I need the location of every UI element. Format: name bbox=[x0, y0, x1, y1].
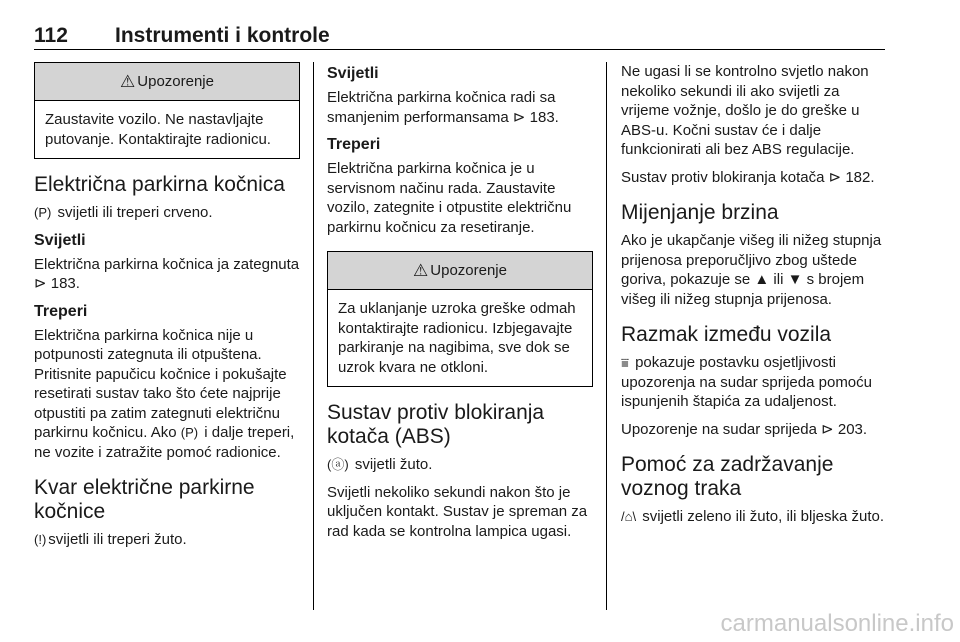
parking-brake-icon: (P) bbox=[34, 205, 52, 220]
warning-text: Za uklanjanje uzroka greške odmah kontaktirajte radionicu. Izbjegavajte parkiranje na nagibima, sve dok se uzrok kvara ne otkloni. bbox=[338, 300, 576, 376]
section-title-brake-fault: Kvar električne parkirne kočnice bbox=[34, 476, 255, 523]
warning-triangle-icon: ⚠ bbox=[413, 260, 429, 280]
section-title-lane-keep: Pomoć za zadržavanje voznog traka bbox=[621, 453, 834, 500]
section-title-abs: Sustav protiv blokiranja kotača (ABS) bbox=[327, 401, 545, 448]
section-title-gear-shift: Mijenjanje brzina bbox=[621, 201, 779, 224]
paragraph: Ne ugasi li se kontrolno svjetlo nakon nekoliko sekundi ili ako svijetli za vrijeme vožnje, došlo je do greške u ABS-u. Kočni sustav će i dalje funkcionirati ali bez ABS regulacije. bbox=[621, 63, 869, 158]
subheading-svijetli: Svijetli bbox=[327, 65, 379, 82]
paragraph: Upozorenje na sudar sprijeda ⊳ 203. bbox=[621, 420, 868, 438]
column-3 bbox=[621, 62, 887, 535]
abs-icon: (ⓐ) bbox=[327, 457, 349, 472]
paragraph: Svijetli nekoliko sekundi nakon što je uključen kontakt. Sustav je spreman za rad kada se kontrolna lampica ugasi. bbox=[327, 483, 588, 540]
chapter-title: Instrumenti i kontrole bbox=[115, 24, 330, 47]
column-2 bbox=[327, 62, 593, 549]
following-distance-icon: ⩸ bbox=[621, 355, 629, 370]
section-title-parking-brake: Električna parkirna kočnica bbox=[34, 173, 285, 196]
subheading-treperi: Treperi bbox=[327, 136, 381, 153]
lane-keep-icon: /⌂\ bbox=[621, 509, 637, 524]
paragraph: Električna parkirna kočnica nije u potpunosti zategnuta ili otpuštena. Pritisnite papučicu kočnice i pokušajte resetirati sustav tako što ćete najprije otpustiti pa zatim zategnuti električnu parkirnu kočnicu. Ako (P) i dalje treperi, ne vozite i zatražite pomoć radionice. bbox=[34, 326, 295, 461]
warning-box bbox=[327, 251, 593, 387]
paragraph: Električna parkirna kočnica radi sa smanjenim performansama ⊳ 183. bbox=[327, 89, 559, 126]
paragraph: Sustav protiv blokiranja kotača ⊳ 182. bbox=[621, 168, 875, 186]
warning-text: Zaustavite vozilo. Ne nastavljajte putovanje. Kontaktirajte radionicu. bbox=[45, 111, 271, 148]
warning-header bbox=[328, 252, 592, 290]
brake-fault-text: (!) svijetli ili treperi žuto. bbox=[34, 531, 187, 548]
page-header bbox=[34, 24, 885, 50]
warning-header bbox=[35, 63, 299, 101]
warning-title: Upozorenje bbox=[137, 73, 214, 90]
warning-box bbox=[34, 62, 300, 159]
parking-brake-icon: (P) bbox=[180, 425, 199, 440]
warning-title: Upozorenje bbox=[430, 262, 507, 279]
warning-triangle-icon: ⚠ bbox=[120, 71, 136, 91]
subheading-svijetli: Svijetli bbox=[34, 231, 86, 249]
parking-brake-intro: (P) svijetli ili treperi crveno. bbox=[34, 204, 213, 221]
brake-fault-icon: (!) bbox=[34, 532, 47, 547]
following-distance-text: ⩸ pokazuje postavku osjetljivosti upozorenja na sudar sprijeda pomoću ispunjenih štapića za udaljenost. bbox=[621, 354, 872, 410]
subheading-treperi: Treperi bbox=[34, 302, 88, 320]
paragraph: Električna parkirna kočnica je u servisnom načinu rada. Zaustavite vozilo, zategnite i otpustite električnu parkirnu kočnicu za resetiranje. bbox=[327, 160, 572, 236]
section-title-following-distance: Razmak između vozila bbox=[621, 323, 832, 346]
page-number: 112 bbox=[34, 24, 68, 47]
paragraph: Električna parkirna kočnica ja zategnuta ⊳ 183. bbox=[34, 255, 300, 292]
watermark: carmanualsonline.info bbox=[720, 610, 954, 637]
lane-keep-text: /⌂\ svijetli zeleno ili žuto, ili bljeska žuto. bbox=[621, 508, 885, 525]
paragraph: Ako je ukapčanje višeg ili nižeg stupnja prijenosa preporučljivo zbog uštede goriva, pokazuje se ▲ ili ▼ s brojem višeg ili nižeg stupnja prijenosa. bbox=[621, 232, 882, 308]
column-divider bbox=[606, 62, 607, 610]
column-divider bbox=[313, 62, 314, 610]
column-1 bbox=[34, 62, 300, 558]
abs-intro: (ⓐ) svijetli žuto. bbox=[327, 456, 433, 473]
